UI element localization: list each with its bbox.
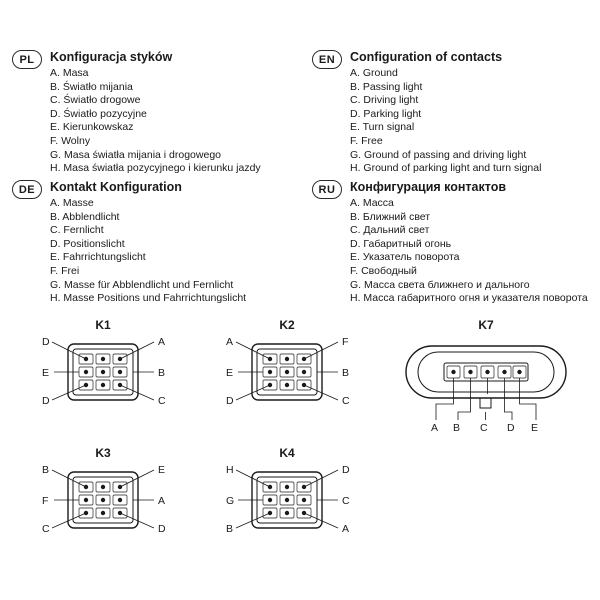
pin-label: E [226, 367, 234, 379]
list-item: F. Свободный [350, 264, 417, 277]
legend-list-pl [50, 67, 261, 176]
pin-label: E [531, 422, 539, 434]
connector-pinout-k7 [396, 334, 576, 440]
list-item: B. Ближний свет [350, 210, 431, 223]
connector-title-k3: K3 [95, 446, 111, 460]
connector-title-k2: K2 [279, 318, 295, 332]
list-item: H. Масса габаритного огня и указателя поворота [350, 292, 588, 305]
list-item: A. Масса [350, 197, 394, 209]
list-item: H. Masse Positions und Fahrrichtungslicht [50, 292, 247, 305]
legend-body-de [50, 180, 246, 306]
list-item: C. Driving light [350, 94, 419, 107]
legend-list-de [50, 197, 246, 306]
pin-label: F [342, 336, 349, 348]
pin-label: A [431, 422, 439, 434]
list-item: C. Światło drogowe [50, 94, 141, 107]
pin-label: B [42, 464, 50, 476]
list-item: B. Światło mijania [50, 80, 133, 93]
language-badge-pl: PL [12, 50, 42, 69]
list-item: D. Światło pozycyjne [50, 107, 147, 120]
connector-pinout-k4 [212, 462, 362, 546]
pin-label: A [158, 495, 166, 507]
pin-label: E [158, 464, 166, 476]
connector-k4 [212, 446, 362, 546]
pin-label: F [42, 495, 49, 507]
connector-k2 [212, 318, 362, 418]
pin-label: A [158, 336, 166, 348]
list-item: E. Fahrrichtungslicht [50, 251, 146, 264]
pin-label: A [342, 523, 350, 535]
pin-label: C [342, 495, 350, 507]
connector-pinout-k3 [28, 462, 178, 546]
legend-body-pl [50, 50, 261, 176]
connector-title-k7: K7 [478, 318, 494, 332]
list-item: G. Масса света ближнего и дального [350, 278, 530, 291]
legend-list-ru [350, 197, 588, 306]
list-item: G. Ground of passing and driving light [350, 148, 527, 161]
list-item: A. Masse [50, 197, 94, 209]
pin-label: C [42, 523, 50, 535]
list-item: G. Masse für Abblendlicht und Fernlicht [50, 278, 234, 291]
pin-label: B [342, 367, 350, 379]
list-item: A. Ground [350, 67, 398, 79]
connector-k7 [396, 318, 576, 438]
list-item: D. Positionslicht [50, 237, 125, 250]
legend-title-de: Kontakt Konfiguration [50, 180, 182, 194]
pin-label: H [226, 464, 234, 476]
list-item: E. Turn signal [350, 121, 415, 134]
connector-title-k1: K1 [95, 318, 111, 332]
list-item: G. Masa światła mijania i drogowego [50, 148, 221, 161]
pin-label: B [158, 367, 166, 379]
legend-title-pl: Konfiguracja styków [50, 50, 173, 64]
legend-title-ru: Конфигурация контактов [350, 180, 507, 194]
connector-k3 [28, 446, 178, 546]
list-item: D. Parking light [350, 107, 422, 120]
pin-label: D [342, 464, 350, 476]
list-item: C. Fernlicht [50, 224, 104, 237]
language-badge-ru: RU [312, 180, 342, 199]
pin-label: B [453, 422, 461, 434]
pin-label: B [226, 523, 234, 535]
pin-label: C [342, 395, 350, 407]
pin-label: A [226, 336, 234, 348]
list-item: F. Frei [50, 264, 80, 277]
list-item: E. Kierunkowskaz [50, 121, 134, 134]
pin-label: G [226, 495, 235, 507]
pin-label: C [480, 422, 488, 434]
connector-title-k4: K4 [279, 446, 295, 460]
language-badge-en: EN [312, 50, 342, 69]
list-item: H. Ground of parking light and turn signal [350, 162, 542, 175]
connector-pinout-k2 [212, 334, 362, 418]
connector-pinout-k1 [28, 334, 178, 418]
pin-label: D [42, 336, 50, 348]
pin-label: D [507, 422, 515, 434]
list-item: F. Free [350, 134, 383, 147]
pin-label: E [42, 367, 50, 379]
list-item: H. Masa światła pozycyjnego i kierunku jazdy [50, 162, 261, 175]
list-item: C. Дальний свет [350, 224, 430, 237]
list-item: A. Masa [50, 67, 89, 79]
list-item: B. Passing light [350, 80, 423, 93]
legend-title-en: Configuration of contacts [350, 50, 503, 64]
pin-label: D [226, 395, 234, 407]
list-item: F. Wolny [50, 134, 91, 147]
legend-body-ru [350, 180, 588, 306]
language-badge-de: DE [12, 180, 42, 199]
pin-label: D [158, 523, 166, 535]
pin-label: D [42, 395, 50, 407]
list-item: B. Abblendlicht [50, 210, 120, 223]
connector-k1 [28, 318, 178, 418]
pin-label: C [158, 395, 166, 407]
legend-body-en [350, 50, 541, 176]
legend-list-en [350, 67, 541, 176]
list-item: E. Указатель поворота [350, 251, 460, 264]
list-item: D. Габаритный огонь [350, 237, 452, 250]
